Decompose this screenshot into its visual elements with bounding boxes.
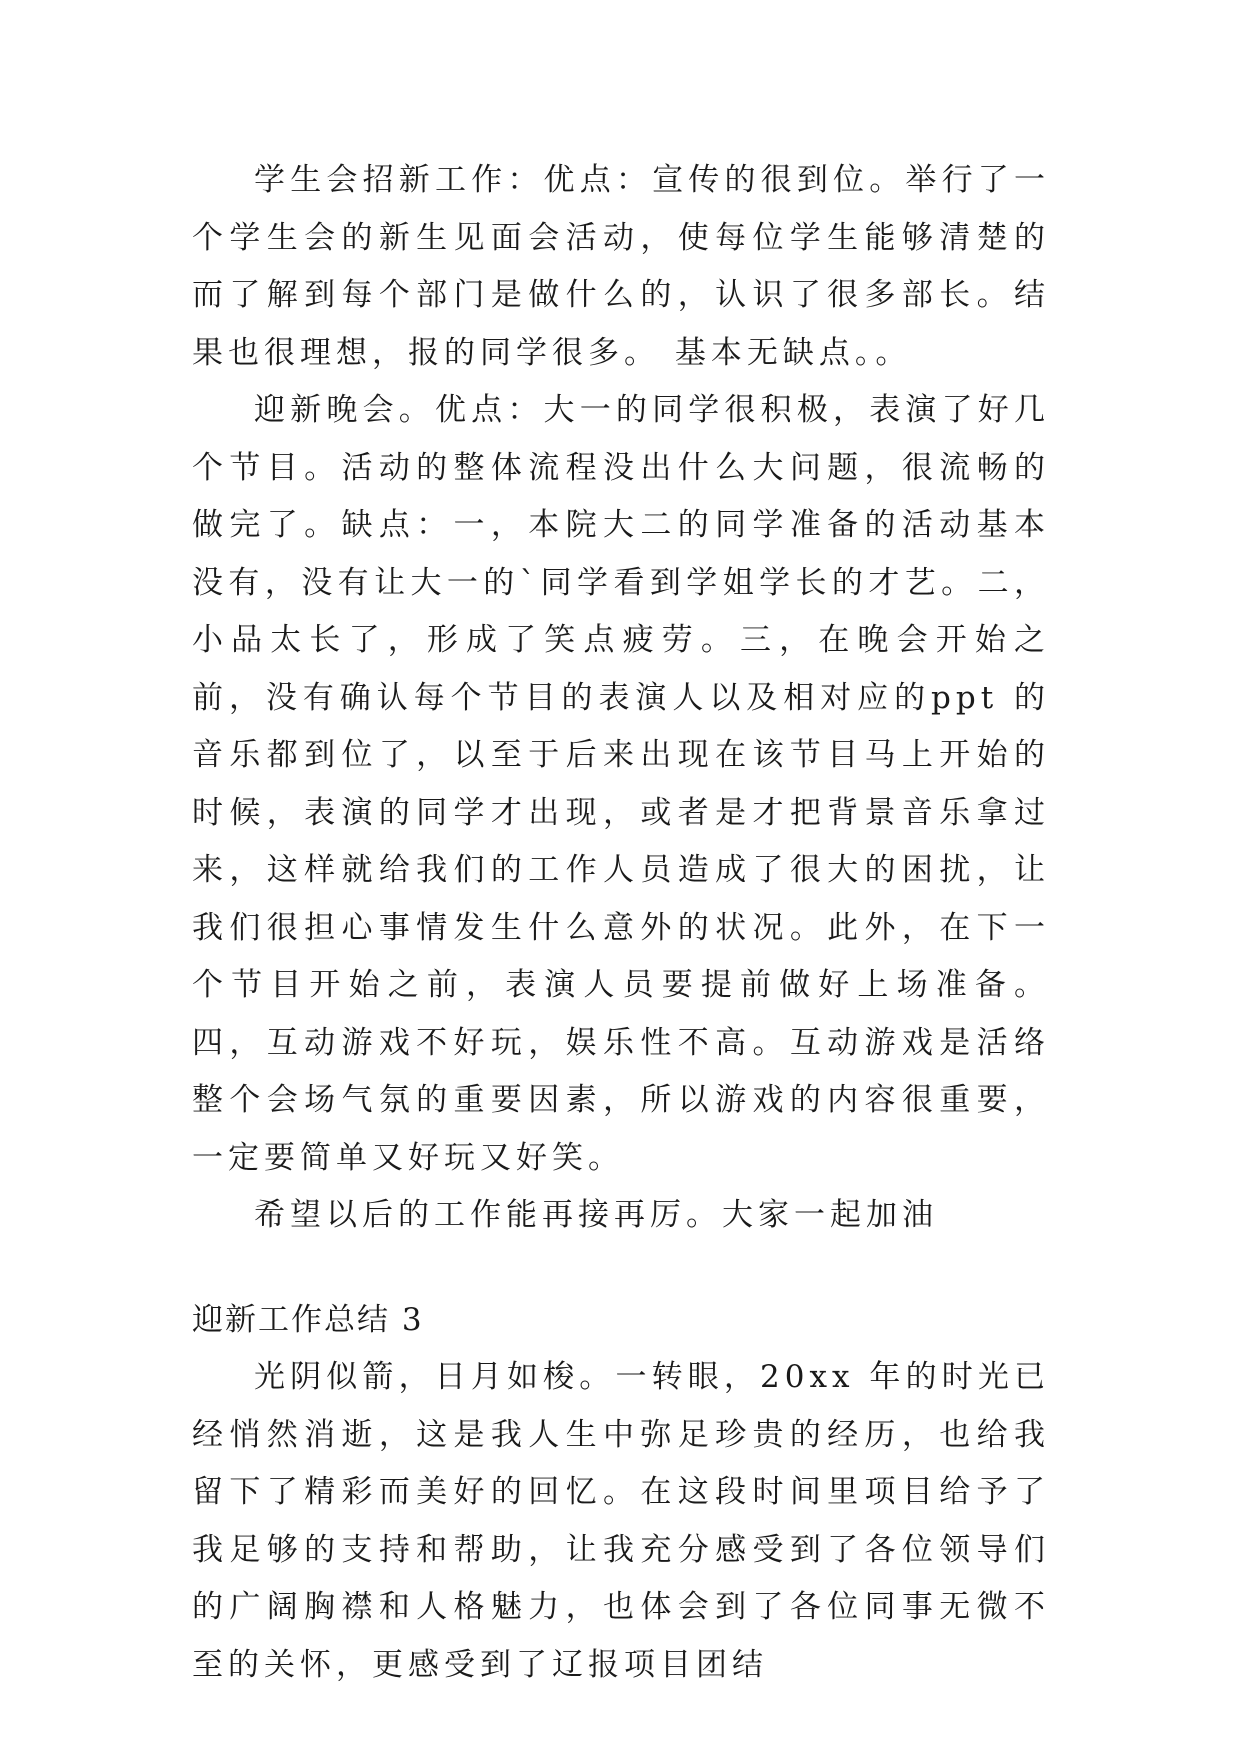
paragraph-summary-intro: 光阴似箭，日月如梭。一转眼，20xx 年的时光已经悄然消逝，这是我人生中弥足珍贵的经历，也给我留下了精彩而美好的回忆。在这段时间里项目给予了我足够的支持和帮助，让我充分感受到了各位领导们的广阔胸襟和人格魅力，也体会到了各位同事无微不至的关怀，更感受到了辽报项目团结 <box>192 1359 1050 1683</box>
paragraph-closing-wish: 希望以后的工作能再接再厉。大家一起加油 <box>254 1197 938 1233</box>
paragraph-student-union-recruitment: 学生会招新工作：优点：宣传的很到位。举行了一个学生会的新生见面会活动，使每位学生能够清楚的而了解到每个部门是做什么的，认识了很多部长。结果也很理想，报的同学很多。 基本无缺点。。 <box>192 162 1050 371</box>
document-body <box>192 152 1050 1694</box>
section-heading: 迎新工作总结 3 <box>192 1301 424 1338</box>
paragraph-welcome-party: 迎新晚会。优点：大一的同学很积极，表演了好几个节目。活动的整体流程没出什么大问题，很流畅的做完了。缺点：一，本院大二的同学准备的活动基本没有，没有让大一的`同学看到学姐学长的才艺。二，小品太长了，形成了笑点疲劳。三，在晚会开始之前，没有确认每个节目的表演人以及相对应的ppt 的音乐都到位了，以至于后来出现在该节目马上开始的时候，表演的同学才出现，或者是才把背景音乐拿过来，这样就给我们的工作人员造成了很大的困扰，让我们很担心事情发生什么意外的状况。此外，在下一个节目开始之前，表演人员要提前做好上场准备。四，互动游戏不好玩，娱乐性不高。互动游戏是活络整个会场气氛的重要因素，所以游戏的内容很重要，一定要简单又好玩又好笑。 <box>192 392 1050 1176</box>
